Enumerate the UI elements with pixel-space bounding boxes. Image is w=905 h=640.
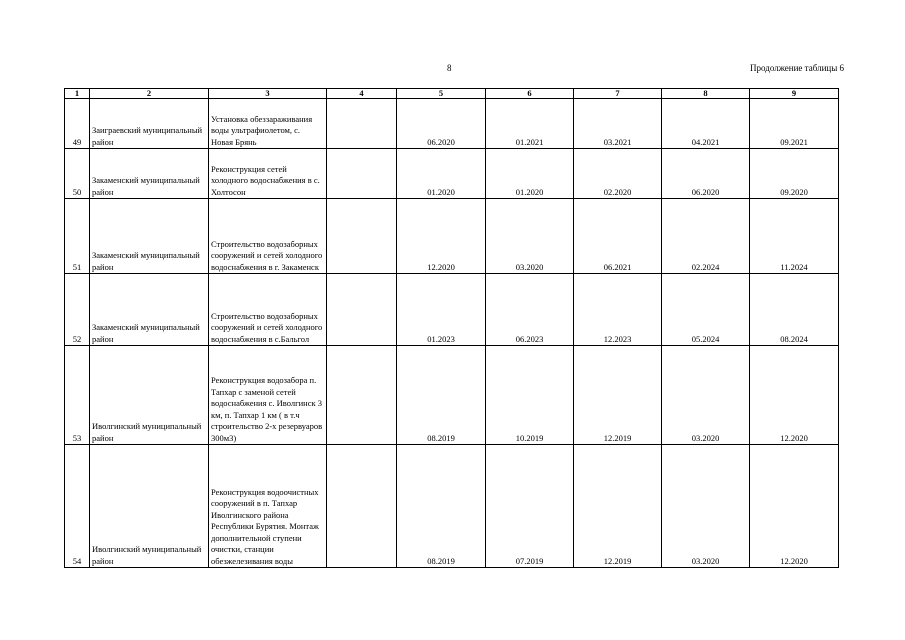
row-number: 54 bbox=[65, 445, 90, 568]
date-cell: 08.2019 bbox=[397, 346, 486, 445]
date-cell: 01.2021 bbox=[486, 99, 574, 149]
row-number: 50 bbox=[65, 149, 90, 199]
date-cell: 12.2020 bbox=[397, 199, 486, 274]
date-cell: 01.2023 bbox=[397, 274, 486, 346]
table-continuation-label: Продолжение таблицы 6 bbox=[750, 63, 844, 73]
date-cell: 12.2020 bbox=[750, 346, 839, 445]
column-header: 1 bbox=[65, 89, 90, 99]
date-cell: 05.2024 bbox=[662, 274, 750, 346]
row-number: 49 bbox=[65, 99, 90, 149]
table-row bbox=[65, 149, 839, 199]
project-cell: Реконструкция сетей холодного водоснабжения в с. Холтосон bbox=[209, 149, 327, 199]
date-cell: 02.2024 bbox=[662, 199, 750, 274]
district-cell: Иволгинский муниципальный район bbox=[90, 346, 209, 445]
date-cell: 06.2021 bbox=[574, 199, 662, 274]
project-cell: Реконструкция водозабора п. Тапхар с заменой сетей водоснабжения с. Иволгинск 3 км, п. Тапхар 1 км ( в т.ч строительство 2-х резервуаров 300м3) bbox=[209, 346, 327, 445]
table-row bbox=[65, 199, 839, 274]
column-header: 4 bbox=[327, 89, 397, 99]
district-cell: Заиграевский муниципальный район bbox=[90, 99, 209, 149]
district-cell: Закаменский муниципальный район bbox=[90, 199, 209, 274]
column-header: 5 bbox=[397, 89, 486, 99]
date-cell: 03.2020 bbox=[662, 445, 750, 568]
project-cell: Строительство водозаборных сооружений и сетей холодного водоснабжения в г. Закаменск bbox=[209, 199, 327, 274]
district-cell: Закаменский муниципальный район bbox=[90, 274, 209, 346]
date-cell: 06.2020 bbox=[397, 99, 486, 149]
date-cell: 10.2019 bbox=[486, 346, 574, 445]
date-cell: 09.2021 bbox=[750, 99, 839, 149]
column-header: 9 bbox=[750, 89, 839, 99]
date-cell: 12.2019 bbox=[574, 445, 662, 568]
date-cell: 09.2020 bbox=[750, 149, 839, 199]
projects-table bbox=[64, 88, 839, 568]
table-row bbox=[65, 346, 839, 445]
date-cell: 08.2024 bbox=[750, 274, 839, 346]
project-cell: Реконструкция водоочистных сооружений в п. Тапхар Иволгинского района Республики Бурятия. Монтаж дополнительной ступени очистки, станции обезжелезивания воды bbox=[209, 445, 327, 568]
date-cell: 01.2020 bbox=[397, 149, 486, 199]
column-4-cell bbox=[327, 149, 397, 199]
row-number: 53 bbox=[65, 346, 90, 445]
row-number: 51 bbox=[65, 199, 90, 274]
date-cell: 12.2023 bbox=[574, 274, 662, 346]
date-cell: 12.2020 bbox=[750, 445, 839, 568]
header-row bbox=[65, 89, 839, 99]
project-cell: Установка обеззараживания воды ультрафиолетом, с. Новая Брянь bbox=[209, 99, 327, 149]
date-cell: 03.2020 bbox=[486, 199, 574, 274]
date-cell: 06.2023 bbox=[486, 274, 574, 346]
column-4-cell bbox=[327, 99, 397, 149]
date-cell: 01.2020 bbox=[486, 149, 574, 199]
table-row bbox=[65, 99, 839, 149]
column-4-cell bbox=[327, 274, 397, 346]
column-4-cell bbox=[327, 199, 397, 274]
column-header: 7 bbox=[574, 89, 662, 99]
column-header: 3 bbox=[209, 89, 327, 99]
district-cell: Иволгинский муниципальный район bbox=[90, 445, 209, 568]
column-4-cell bbox=[327, 346, 397, 445]
project-cell: Строительство водозаборных сооружений и сетей холодного водоснабжения в с.Бальгол bbox=[209, 274, 327, 346]
row-number: 52 bbox=[65, 274, 90, 346]
table-row bbox=[65, 274, 839, 346]
column-4-cell bbox=[327, 445, 397, 568]
date-cell: 03.2020 bbox=[662, 346, 750, 445]
column-header: 6 bbox=[486, 89, 574, 99]
date-cell: 07.2019 bbox=[486, 445, 574, 568]
district-cell: Закаменский муниципальный район bbox=[90, 149, 209, 199]
page-number: 8 bbox=[447, 63, 452, 73]
date-cell: 12.2019 bbox=[574, 346, 662, 445]
table-row bbox=[65, 445, 839, 568]
column-header: 2 bbox=[90, 89, 209, 99]
date-cell: 08.2019 bbox=[397, 445, 486, 568]
date-cell: 02.2020 bbox=[574, 149, 662, 199]
date-cell: 03.2021 bbox=[574, 99, 662, 149]
date-cell: 11.2024 bbox=[750, 199, 839, 274]
date-cell: 06.2020 bbox=[662, 149, 750, 199]
date-cell: 04.2021 bbox=[662, 99, 750, 149]
column-header: 8 bbox=[662, 89, 750, 99]
